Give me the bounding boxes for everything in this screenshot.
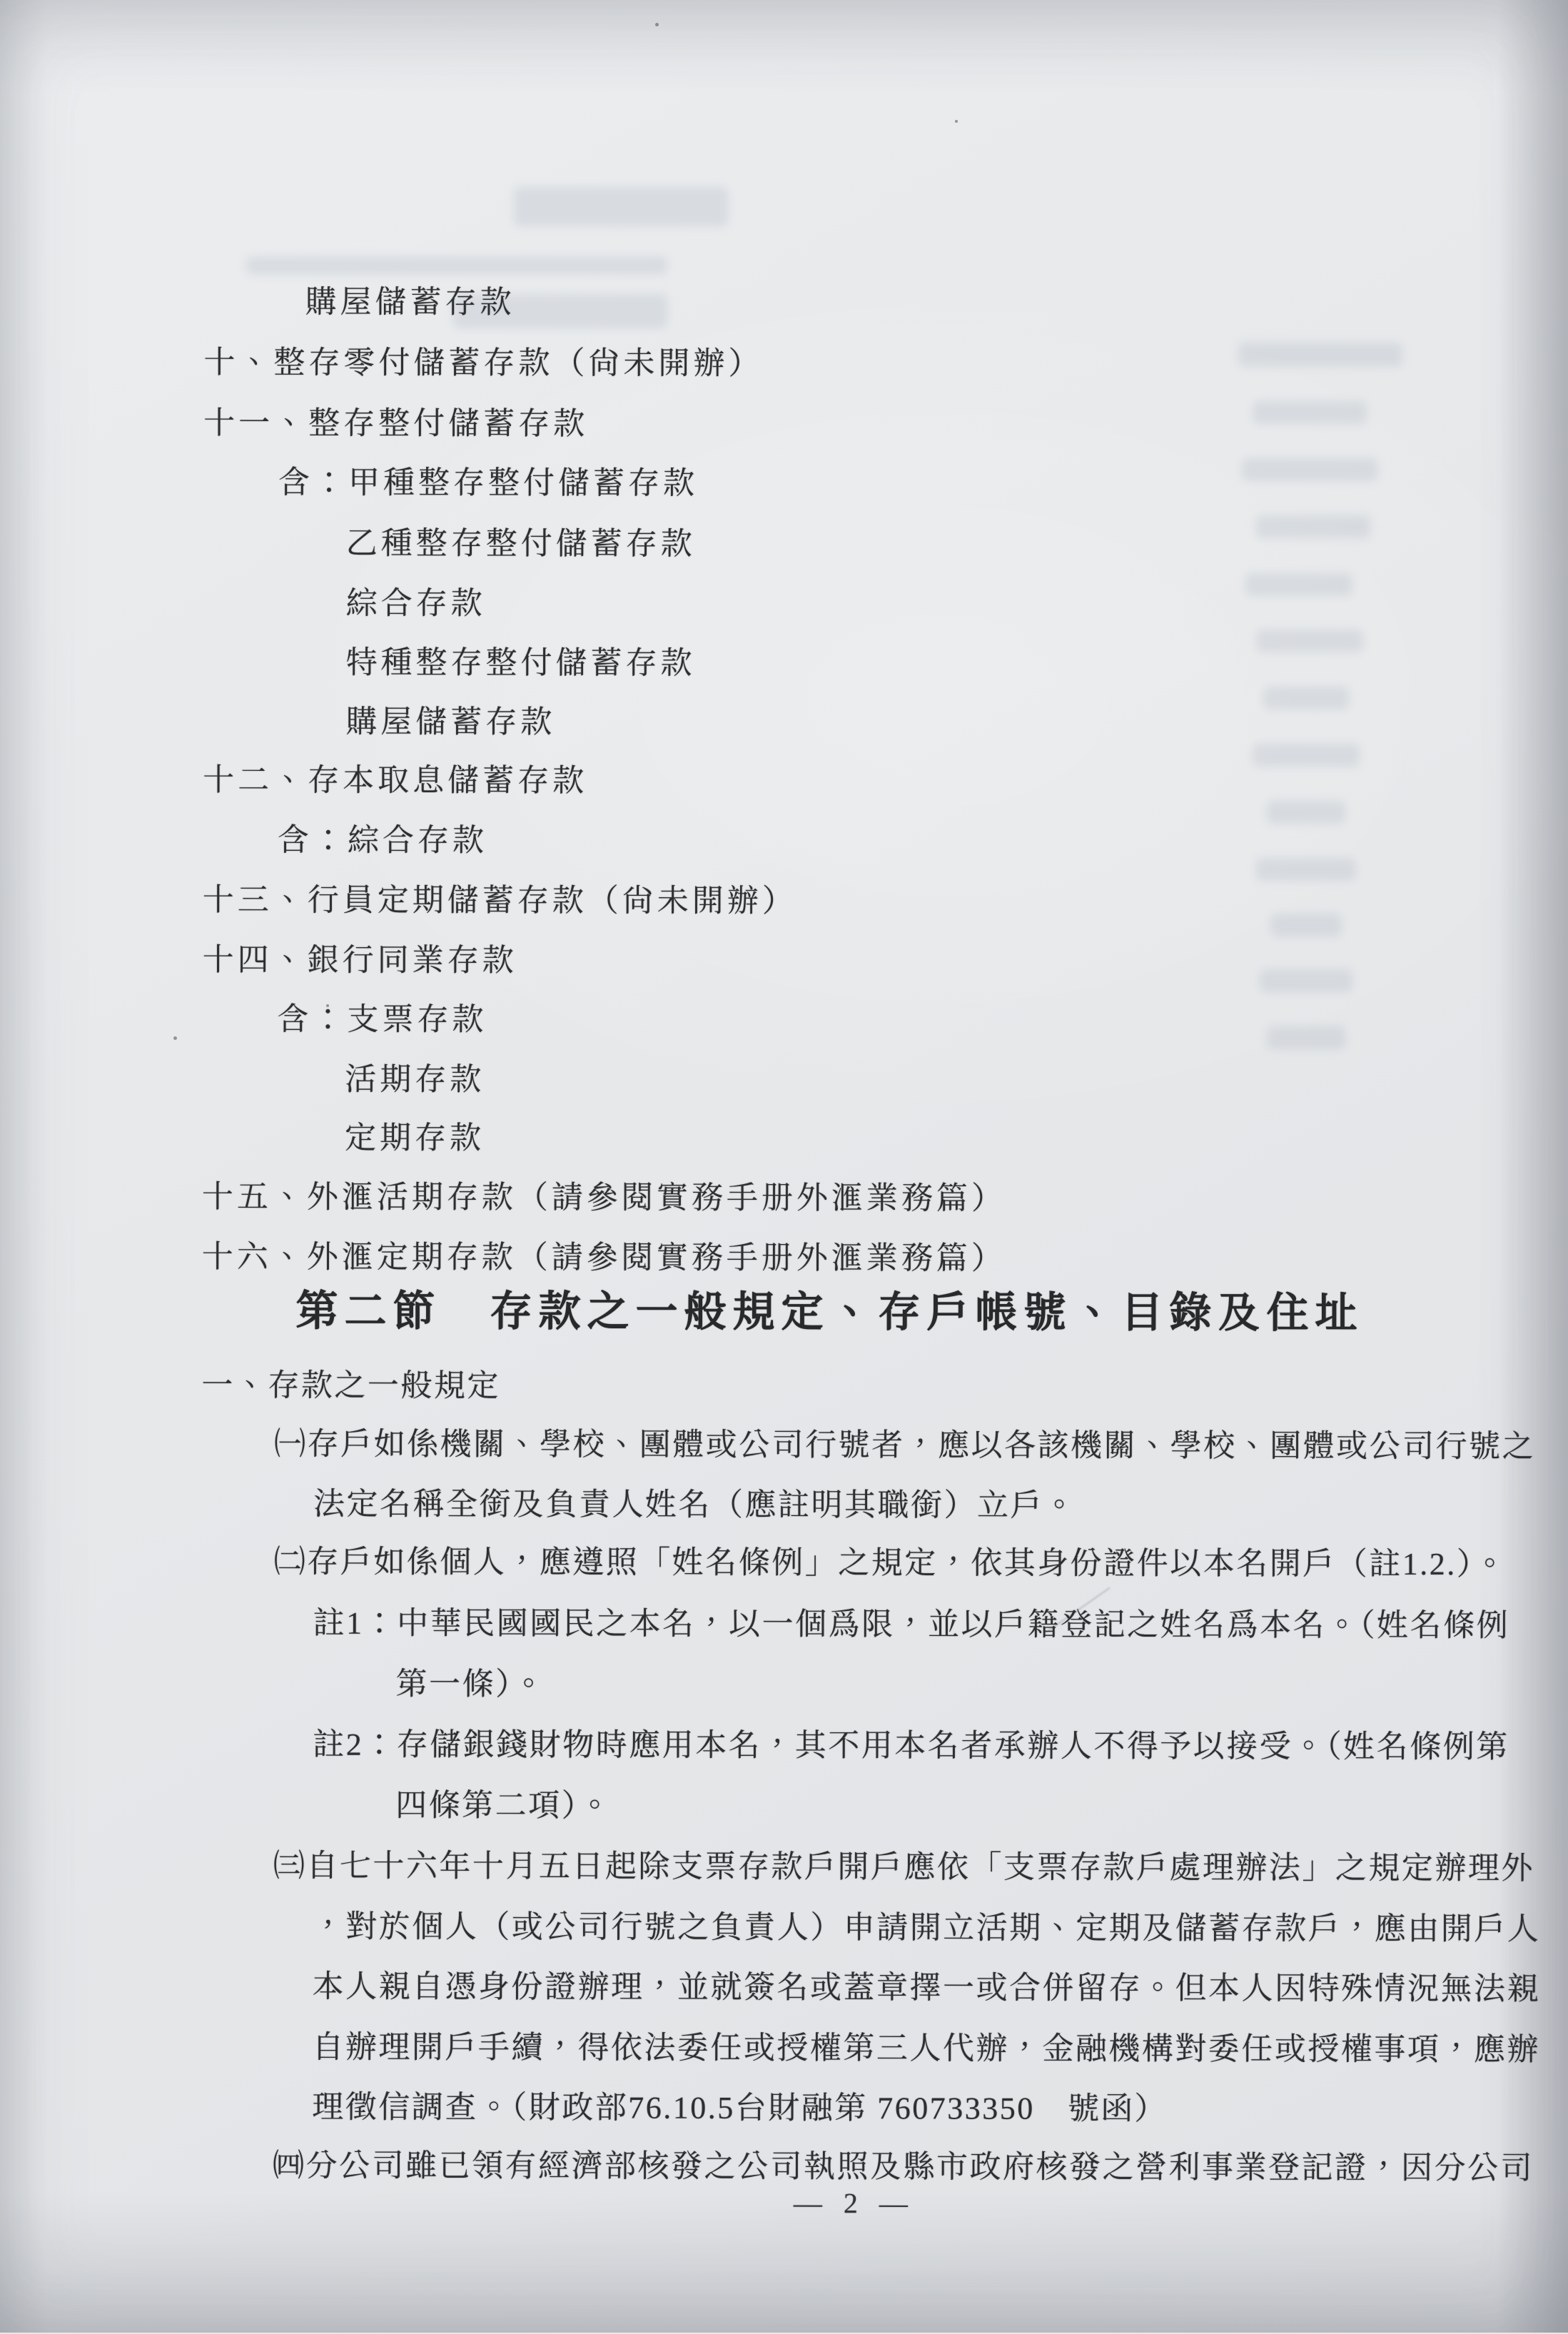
paragraph-line: 四條第二項）。 <box>395 1787 612 1824</box>
catalog-item: 特種整存整付儲蓄存款 <box>345 645 696 681</box>
paragraph-line: 自辦理開戶手續，得依法委任或授權第三人代辦，金融機構對委任或授權事項，應辦 <box>312 2029 1540 2068</box>
paragraph-line: ㈣分公司雖已領有經濟部核發之公司執照及縣市政府核發之營利事業登記證，因分公司 <box>273 2148 1534 2186</box>
catalog-item: 含：支票存款 <box>277 1001 487 1038</box>
paragraph-line: ㈠存戶如係機關、學校、團體或公司行號者，應以各該機關、學校、團體或公司行號之 <box>274 1426 1536 1465</box>
catalog-item: 購屋儲蓄存款 <box>345 704 556 740</box>
catalog-item: 定期存款 <box>345 1120 485 1156</box>
catalog-item: 含：綜合存款 <box>277 822 488 859</box>
paragraph-line: 第一條）。 <box>395 1666 547 1702</box>
catalog-item: 乙種整存整付儲蓄存款 <box>345 525 696 562</box>
section-heading: 第二節 存款之一般規定、存戶帳號、目錄及住址 <box>295 1287 1364 1337</box>
paragraph-line: 註2：存儲銀錢財物時應用本名，其不用本名者承辦人不得予以接受。（姓名條例第 <box>313 1727 1509 1765</box>
catalog-carryover-line: 購屋儲蓄存款 <box>305 284 515 320</box>
catalog-item: 含：甲種整存整付儲蓄存款 <box>278 465 699 501</box>
catalog-item: 十一、整存整付儲蓄存款 <box>203 405 589 442</box>
paragraph-line: 註1：中華民國國民之本名，以一個爲限，並以戶籍登記之姓名爲本名。（姓名條例 <box>313 1605 1510 1644</box>
catalog-item: 十三、行員定期儲蓄存款（尙未開辦） <box>202 882 797 919</box>
catalog-item: 十、整存零付儲蓄存款（尙未開辦） <box>203 345 764 381</box>
paragraph-line: 法定名稱全銜及負責人姓名（應註明其職銜）立戶。 <box>313 1486 1077 1523</box>
catalog-item: 十六、外滙定期存款（請參閱實務手册外滙業務篇） <box>201 1239 1006 1276</box>
paragraph-line: ㈢自七十六年十月五日起除支票存款戶開戶應依「支票存款戶處理辦法」之規定辦理外 <box>273 1848 1534 1886</box>
section-subheading: 一、存款之一般規定 <box>201 1368 500 1404</box>
catalog-item: 綜合存款 <box>345 585 486 622</box>
catalog-item: 十四、銀行同業存款 <box>202 942 517 979</box>
page-number: — 2 — <box>793 2187 916 2220</box>
catalog-item: 十二、存本取息儲蓄存款 <box>203 762 588 799</box>
paragraph-line: ㈡存戶如係個人，應遵照「姓名條例」之規定，依其身份證件以本名開戶（註1.2.）。 <box>273 1544 1507 1582</box>
paragraph-line: 理徵信調查。（財政部76.10.5台財融第 760733350 號函） <box>312 2089 1168 2127</box>
catalog-item: 活期存款 <box>345 1061 485 1098</box>
paragraph-line: ，對於個人（或公司行號之負責人）申請開立活期、定期及儲蓄存款戶，應由開戶人 <box>312 1909 1541 1947</box>
paragraph-line: 本人親自憑身份證辦理，並就簽名或蓋章擇一或合併留存。但本人因特殊情況無法親 <box>312 1969 1541 2007</box>
catalog-item: 十五、外滙活期存款（請參閱實務手册外滙業務篇） <box>201 1179 1006 1216</box>
